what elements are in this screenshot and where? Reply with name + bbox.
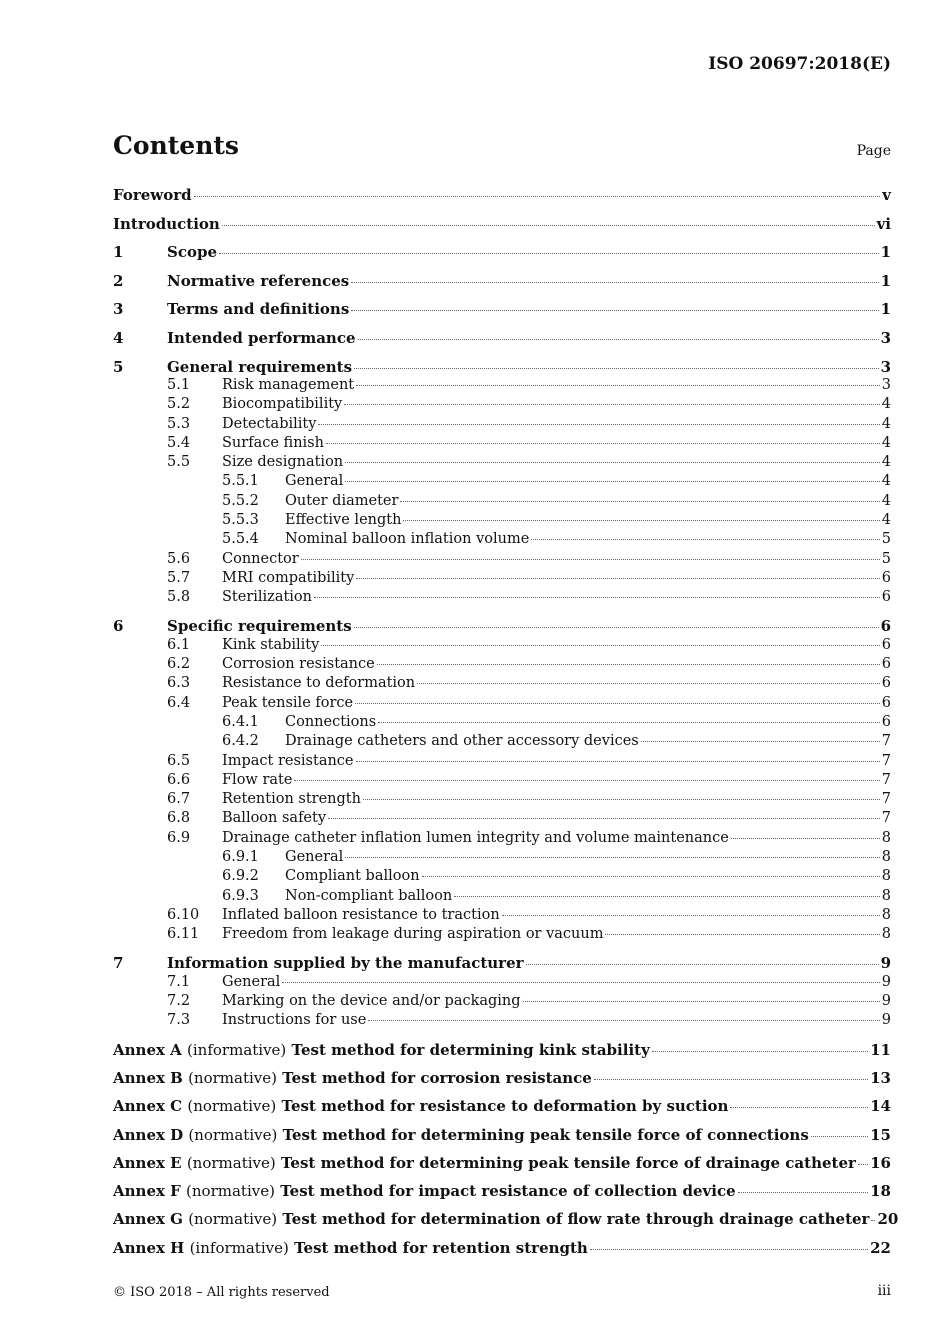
toc-entry-title: Instructions for use [222, 1012, 367, 1029]
toc-entry-page: 8 [881, 906, 891, 923]
toc-entry[interactable] [222, 888, 891, 904]
annex-type: (normative) [186, 1153, 276, 1172]
toc-entry[interactable] [167, 830, 891, 846]
toc-entry-number: 1 [113, 243, 124, 262]
toc-entry-page: vi [876, 214, 891, 233]
toc-dot-leader [222, 225, 875, 226]
annex-type: (informative) [187, 1040, 287, 1059]
contents-heading: Contents [113, 131, 240, 160]
toc-entry-page: 6 [881, 636, 891, 653]
toc-entry-page: 7 [881, 752, 891, 769]
toc-entry-page: 6 [880, 617, 891, 636]
annex-title: Test method for determining peak tensile force of connections [282, 1125, 809, 1144]
annex-label: Annex C [113, 1097, 183, 1116]
document-id: ISO 20697:2018(E) [708, 54, 891, 74]
toc-dot-leader [378, 722, 880, 723]
toc-entry[interactable] [167, 570, 891, 586]
annex-label: Annex A [113, 1040, 182, 1059]
toc-dot-leader [526, 964, 879, 965]
toc-entry[interactable] [167, 637, 891, 653]
toc-entry[interactable] [113, 1239, 891, 1257]
toc-entry-number: 7 [113, 954, 124, 973]
toc-entry-title: Marking on the device and/or packaging [222, 993, 521, 1009]
toc-entry-number: 6.8 [167, 810, 191, 827]
toc-dot-leader [811, 1136, 868, 1137]
toc-entry[interactable] [113, 1210, 899, 1229]
toc-entry-number: 6.2 [167, 656, 191, 672]
toc-entry[interactable] [222, 733, 891, 749]
toc-entry-title: Surface finish [222, 434, 324, 451]
toc-entry-title [113, 1126, 809, 1144]
toc-entry-number: 6.6 [167, 771, 191, 788]
toc-entry-page: 4 [881, 434, 891, 451]
annex-title: Test method for impact resistance of collection device [280, 1182, 736, 1201]
toc-entry-title [113, 1210, 869, 1228]
toc-entry-title: Flow rate [222, 771, 293, 788]
toc-entry-page: 9 [880, 954, 891, 973]
toc-entry[interactable] [167, 454, 891, 470]
annex-title: Test method for determination of flow rate through drainage catheter [282, 1210, 870, 1229]
toc-entry-page: 7 [881, 771, 891, 788]
annex-title: Test method for determining kink stability [291, 1040, 650, 1059]
toc-entry-title: Size designation [222, 454, 344, 471]
toc-entry-page: 6 [881, 713, 891, 730]
toc-dot-leader [422, 876, 880, 877]
toc-dot-leader [328, 818, 880, 819]
toc-entry-title: Non-compliant balloon [285, 887, 453, 904]
toc-dot-leader [641, 741, 880, 742]
annex-type: (normative) [186, 1182, 275, 1201]
toc-dot-leader [345, 857, 879, 858]
toc-entry-page: 9 [881, 1012, 891, 1029]
toc-entry-page: 1 [880, 300, 891, 319]
toc-entry-title: Drainage catheter inflation lumen integrity and volume maintenance [222, 829, 729, 846]
toc-entry-number: 7.2 [167, 993, 191, 1009]
toc-dot-leader [377, 664, 880, 665]
toc-entry[interactable] [113, 300, 891, 318]
toc-entry-page: 9 [881, 993, 891, 1009]
toc-entry-number: 6.4 [167, 694, 191, 711]
toc-entry-page: 8 [881, 926, 891, 943]
toc-entry-title: Normative references [167, 271, 350, 290]
toc-entry-page: 11 [870, 1040, 891, 1059]
toc-entry[interactable] [113, 1182, 891, 1200]
toc-dot-leader [354, 627, 879, 628]
toc-entry-number: 6 [113, 617, 124, 636]
toc-entry-title: Compliant balloon [285, 868, 420, 885]
toc-dot-leader [871, 1220, 875, 1221]
toc-dot-leader [731, 838, 880, 839]
annex-label: Annex F [113, 1182, 181, 1201]
toc-entry-number: 6.7 [167, 791, 191, 808]
toc-entry-number: 5 [113, 357, 124, 376]
toc-entry-title: Introduction [113, 214, 220, 233]
toc-entry[interactable] [167, 435, 891, 451]
toc-entry-number: 3 [113, 300, 124, 319]
toc-entry-number: 5.2 [167, 396, 191, 413]
toc-entry-title: Resistance to deformation [222, 675, 416, 692]
toc-entry-title: Detectability [222, 415, 317, 432]
toc-entry-page: 13 [870, 1068, 891, 1087]
toc-dot-leader [356, 761, 880, 762]
toc-entry-number: 5.5 [167, 454, 191, 471]
toc-entry-title: Outer diameter [285, 492, 399, 509]
toc-entry[interactable] [167, 589, 891, 605]
toc-entry-number: 6.4.1 [222, 713, 259, 730]
toc-entry-number: 5.5.4 [222, 531, 259, 548]
toc-dot-leader [356, 385, 880, 386]
toc-entry-number: 6.9.2 [222, 868, 259, 885]
toc-entry-page: 14 [870, 1097, 891, 1116]
toc-dot-leader [344, 404, 880, 405]
toc-entry-page: 6 [881, 694, 891, 711]
toc-entry[interactable] [167, 656, 891, 672]
toc-entry[interactable] [167, 907, 891, 923]
toc-entry-page: 8 [881, 849, 891, 865]
annex-title: Test method for resistance to deformation by suction [281, 1097, 729, 1116]
toc-entry[interactable] [167, 416, 891, 432]
toc-dot-leader [738, 1192, 868, 1193]
toc-entry-number: 5.7 [167, 569, 191, 586]
toc-entry[interactable] [113, 1154, 891, 1172]
toc-entry[interactable] [222, 868, 891, 884]
toc-entry[interactable] [167, 377, 891, 393]
toc-entry-title: Information supplied by the manufacturer [167, 954, 524, 973]
toc-entry[interactable] [222, 714, 891, 730]
toc-entry-title: Peak tensile force [222, 694, 354, 711]
annex-type: (informative) [189, 1238, 289, 1257]
toc-entry[interactable] [113, 1126, 891, 1144]
toc-entry-title: Specific requirements [167, 617, 352, 636]
toc-dot-leader [590, 1249, 868, 1250]
toc-entry[interactable] [167, 974, 891, 990]
toc-entry[interactable] [222, 493, 891, 509]
toc-entry[interactable] [167, 791, 891, 807]
annex-title: Test method for retention strength [294, 1238, 588, 1257]
annex-label: Annex D [113, 1125, 184, 1144]
toc-entry[interactable] [222, 473, 891, 489]
toc-entry-title: Foreword [113, 186, 192, 204]
toc-entry-title: Drainage catheters and other accessory devices [285, 733, 639, 750]
toc-entry-title [113, 1239, 588, 1257]
annex-label: Annex G [113, 1210, 183, 1229]
toc-entry-title [113, 1069, 592, 1087]
toc-entry[interactable] [167, 772, 891, 788]
toc-entry-title: Biocompatibility [222, 396, 343, 413]
toc-dot-leader [652, 1051, 868, 1052]
toc-entry[interactable] [113, 186, 891, 204]
toc-entry[interactable] [167, 396, 891, 412]
toc-entry-number: 7.3 [167, 1012, 191, 1029]
toc-dot-leader [531, 539, 879, 540]
toc-entry-number: 7.1 [167, 973, 191, 990]
toc-entry-page: 7 [881, 810, 891, 827]
toc-entry-number: 6.9.3 [222, 887, 259, 904]
toc-entry-title: Balloon safety [222, 810, 327, 827]
toc-entry-page: 6 [881, 569, 891, 586]
toc-dot-leader [354, 368, 879, 369]
toc-entry-number: 5.6 [167, 550, 191, 567]
toc-entry[interactable] [167, 1012, 891, 1028]
toc-entry-page: 4 [881, 473, 891, 490]
toc-entry-number: 6.9.1 [222, 849, 259, 865]
toc-dot-leader [454, 896, 880, 897]
annex-type: (normative) [187, 1097, 277, 1116]
footer-copyright: © ISO 2018 – All rights reserved [113, 1285, 330, 1300]
annex-label: Annex H [113, 1238, 185, 1257]
toc-entry-page: 4 [881, 454, 891, 471]
toc-entry-title [113, 1097, 728, 1115]
toc-entry-title: Kink stability [222, 636, 320, 653]
toc-entry-number: 6.11 [167, 926, 200, 943]
annex-type: (normative) [188, 1068, 277, 1087]
toc-dot-leader [314, 597, 880, 598]
toc-entry-number: 6.9 [167, 829, 191, 846]
annex-label: Annex B [113, 1068, 183, 1087]
toc-entry-page: 4 [881, 396, 891, 413]
toc-entry-number: 5.5.3 [222, 512, 259, 528]
toc-entry[interactable] [167, 810, 891, 826]
toc-entry[interactable] [167, 753, 891, 769]
toc-entry-title: Effective length [285, 512, 402, 528]
toc-entry[interactable] [167, 926, 891, 942]
toc-dot-leader [282, 982, 879, 983]
toc-dot-leader [858, 1164, 868, 1165]
toc-entry-page: 6 [881, 656, 891, 672]
toc-dot-leader [358, 339, 879, 340]
toc-entry-title: Connections [285, 713, 377, 730]
toc-dot-leader [400, 501, 879, 502]
annex-type: (normative) [188, 1210, 278, 1229]
annex-title: Test method for corrosion resistance [282, 1068, 592, 1087]
toc-entry-page: 9 [881, 973, 891, 990]
toc-entry-page: 1 [880, 271, 891, 290]
toc-dot-leader [403, 520, 879, 521]
toc-dot-leader [356, 578, 879, 579]
annex-label: Annex E [113, 1153, 182, 1172]
toc-entry-page: 4 [881, 512, 891, 528]
toc-entry-title: Impact resistance [222, 752, 354, 769]
toc-entry[interactable] [113, 1097, 891, 1115]
toc-dot-leader [294, 780, 879, 781]
toc-entry-title: Risk management [222, 376, 355, 393]
toc-dot-leader [363, 799, 880, 800]
toc-entry-title: General requirements [167, 357, 353, 376]
toc-entry[interactable] [113, 243, 891, 261]
toc-dot-leader [502, 915, 880, 916]
toc-entry-number: 6.4.2 [222, 733, 259, 750]
toc-entry-number: 6.10 [167, 906, 200, 923]
toc-entry-page: 5 [881, 550, 891, 567]
toc-dot-leader [219, 253, 879, 254]
toc-entry-number: 5.1 [167, 376, 191, 393]
toc-entry[interactable] [222, 849, 891, 865]
toc-entry-page: 15 [870, 1125, 891, 1144]
toc-entry-page: 6 [881, 589, 891, 606]
toc-entry[interactable] [113, 358, 891, 376]
toc-entry-page: 6 [881, 675, 891, 692]
toc-entry-page: 16 [870, 1153, 891, 1172]
toc-entry[interactable] [113, 954, 891, 972]
toc-dot-leader [351, 282, 878, 283]
toc-dot-leader [326, 443, 880, 444]
toc-entry-number: 5.5.2 [222, 492, 259, 509]
toc-entry-title: Intended performance [167, 329, 356, 347]
toc-dot-leader [351, 310, 878, 311]
toc-entry-page: 22 [870, 1238, 891, 1257]
toc-entry-number: 5.3 [167, 415, 191, 432]
toc-entry[interactable] [113, 272, 891, 290]
toc-entry-title: Corrosion resistance [222, 656, 375, 672]
toc-dot-leader [417, 683, 880, 684]
toc-entry-number: 6.3 [167, 675, 191, 692]
toc-entry-title [113, 1154, 856, 1172]
toc-entry-number: 5.5.1 [222, 473, 259, 490]
toc-entry-number: 5.4 [167, 434, 191, 451]
toc-dot-leader [355, 703, 880, 704]
toc-dot-leader [345, 462, 880, 463]
toc-dot-leader [194, 196, 881, 197]
toc-entry-title [113, 1182, 736, 1200]
toc-entry-page: 4 [881, 415, 891, 432]
toc-dot-leader [368, 1020, 879, 1021]
toc-entry-number: 5.8 [167, 589, 191, 606]
toc-dot-leader [605, 934, 879, 935]
toc-entry-page: 8 [881, 829, 891, 846]
toc-entry-page: 18 [870, 1182, 891, 1201]
toc-entry-page: 8 [881, 868, 891, 885]
toc-entry[interactable] [167, 695, 891, 711]
toc-entry-title: Nominal balloon inflation volume [285, 531, 530, 548]
toc-dot-leader [321, 645, 879, 646]
toc-entry-page: 20 [877, 1210, 899, 1229]
toc-entry[interactable] [167, 993, 891, 1009]
toc-entry-page: 5 [881, 531, 891, 548]
toc-entry-title: Connector [222, 550, 299, 567]
toc-entry-title: Retention strength [222, 791, 361, 808]
toc-entry-page: 7 [881, 791, 891, 808]
toc-entry[interactable] [113, 329, 891, 347]
toc-entry-number: 2 [113, 271, 124, 290]
toc-entry-number: 6.5 [167, 752, 191, 769]
toc-entry-title: MRI compatibility [222, 569, 355, 586]
toc-entry[interactable] [167, 551, 891, 567]
toc-entry-page: 1 [880, 243, 891, 262]
toc-dot-leader [594, 1079, 868, 1080]
toc-entry-page: 8 [881, 887, 891, 904]
toc-entry-title [113, 1041, 650, 1059]
toc-entry-title: General [285, 473, 344, 490]
toc-entry-page: 7 [881, 733, 891, 750]
toc-entry-title: Freedom from leakage during aspiration or vacuum [222, 926, 604, 943]
toc-dot-leader [730, 1107, 868, 1108]
toc-entry-title: Inflated balloon resistance to traction [222, 906, 500, 923]
toc-entry-title: General [285, 849, 344, 865]
toc-dot-leader [345, 481, 879, 482]
toc-dot-leader [318, 424, 879, 425]
page-column-label: Page [856, 143, 891, 159]
toc-entry-page: 3 [880, 357, 891, 376]
toc-dot-leader [523, 1001, 880, 1002]
toc-entry-title: Sterilization [222, 589, 313, 606]
toc-entry[interactable] [113, 1069, 891, 1087]
toc-entry-title: Scope [167, 243, 218, 262]
toc-entry-title: General [222, 973, 281, 990]
toc-entry-page: 3 [880, 329, 891, 347]
toc-entry[interactable] [222, 531, 891, 547]
annex-type: (normative) [188, 1125, 278, 1144]
toc-entry[interactable] [222, 512, 891, 528]
toc-entry[interactable] [113, 1041, 891, 1059]
toc-entry-page: v [882, 186, 891, 204]
toc-entry-title: Terms and definitions [167, 300, 350, 319]
annex-title: Test method for determining peak tensile force of drainage catheter [280, 1153, 856, 1172]
toc-entry[interactable] [167, 675, 891, 691]
toc-entry[interactable] [113, 215, 891, 233]
toc-entry[interactable] [113, 617, 891, 635]
toc-dot-leader [301, 559, 880, 560]
toc-entry-page: 3 [881, 376, 891, 393]
toc-entry-page: 4 [881, 492, 891, 509]
toc-entry-number: 6.1 [167, 636, 191, 653]
toc-entry-number: 4 [113, 329, 124, 347]
footer-page-number: iii [877, 1283, 891, 1299]
